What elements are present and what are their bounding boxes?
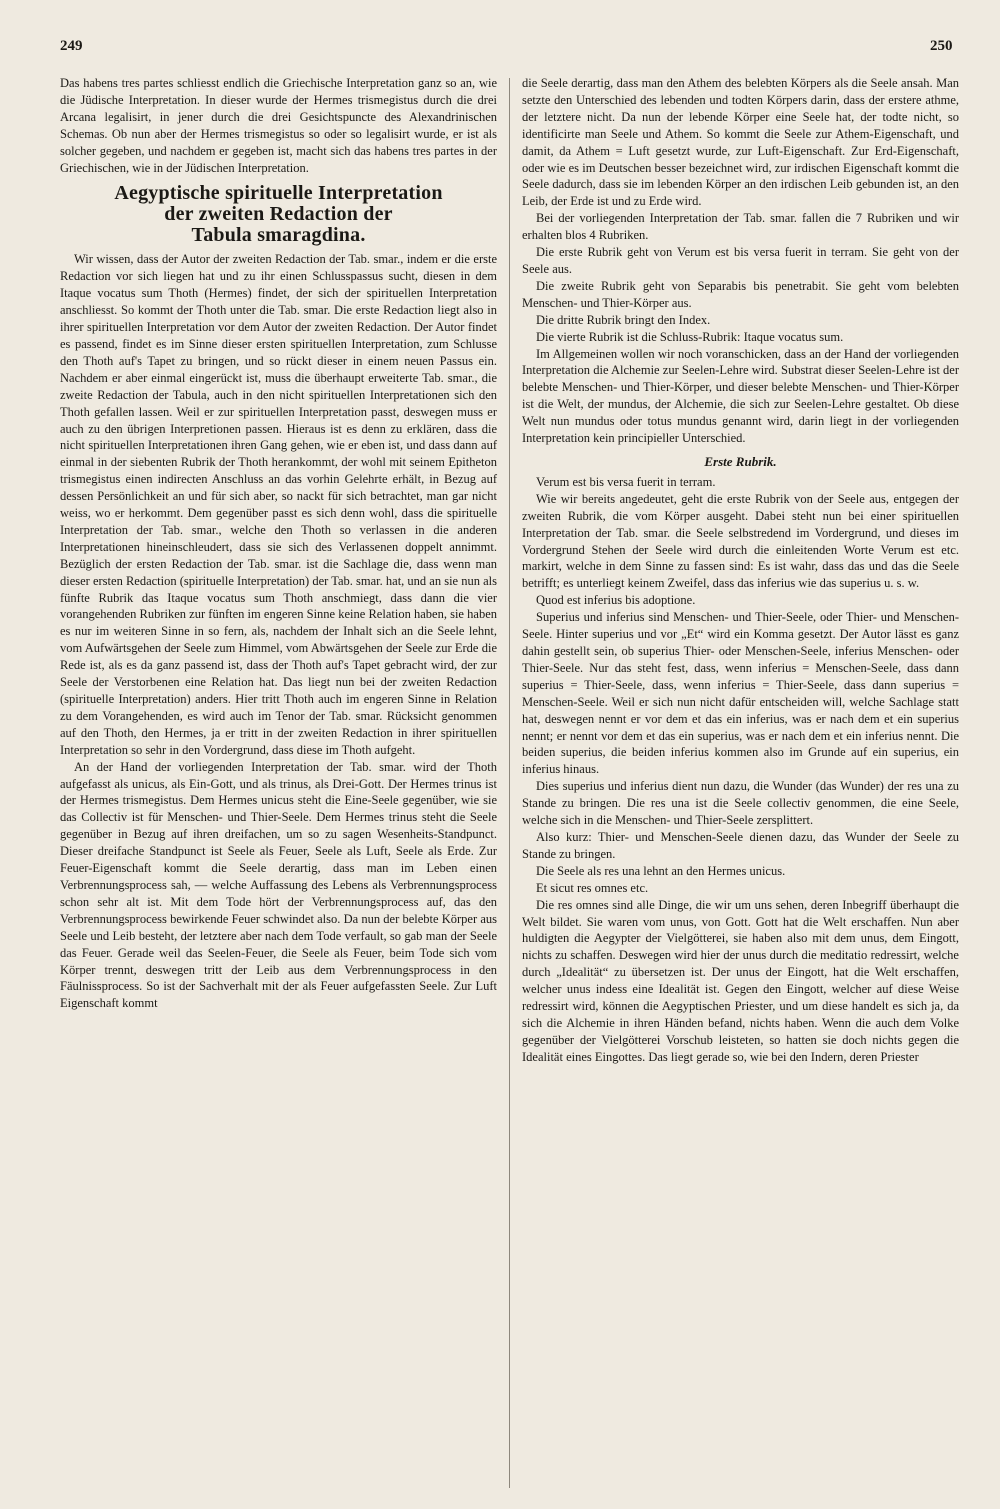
paragraph: Die dritte Rubrik bringt den Index.	[536, 312, 711, 327]
heading-line: der zweiten Redaction der	[164, 203, 393, 226]
heading-line: Aegyptische spirituelle Interpretation	[114, 182, 443, 205]
paragraph: Die zweite Rubrik geht von Separabis bis penetrabit. Sie geht vom belebten Menschen- und Thier-Körper aus.	[522, 278, 959, 310]
paragraph: Superius und inferius sind Menschen- und Thier-Seele, oder Thier- und Menschen-Seele. Hinter superius und vor „Et“ wird ein Komma gesetzt. Der Autor lässt es ganz dahin gestellt sein, ob superius Thier- oder Menschen-Seele, inferius Menschen- oder Thier-Seele. Nur das steht fest, dass, wenn inferius = Menschen-Seele, dass dann superius = Thier-Seele, dass, wenn inferius = Thier-Seele, dass dann superius = Menschen-Seele. Weil er sich nun nicht dafür entscheiden will, welche Sachlage statt hat, deswegen nennt er vor dem et das ein inferius, was er nach dem et ein superius nennt; er nennt vor dem et das ein superius, was er nach dem et ein inferius nennt. Die beiden superius, die beiden inferius kommen also im Grunde auf ein superius, ein inferius hinaus.	[522, 610, 959, 777]
paragraph: Die erste Rubrik geht von Verum est bis versa fuerit in terram. Sie geht von der Seele aus.	[522, 245, 959, 276]
column-divider	[509, 78, 510, 1488]
paragraph: Et sicut res omnes etc.	[536, 880, 649, 895]
left-column	[60, 75, 497, 1012]
paragraph: Wie wir bereits angedeutet, geht die erste Rubrik von der Seele aus, entgegen der zweiten Rubrik, die vom Körper ausgeht. Dabei steht nun bei einer spirituellen Interpretation der Tab. smar. die Seele selbstredend im Vordergrund, und dieses im Vordergrund Stehen der Seele wird durch die einleitenden Worte Verum est etc. markirt, welche in dem Sinne zu fassen sind: Es ist wahr, dass das und das die Seele betrifft; es unterliegt keinem Zweifel, dass das inferius wie das superius u. s. w.	[522, 491, 959, 591]
subsection-heading: Erste Rubrik.	[704, 453, 777, 469]
page-number-left: 249	[60, 38, 83, 54]
paragraph: Im Allgemeinen wollen wir noch voranschicken, dass an der Hand der vorliegenden Interpretation die Alchemie zur Seelen-Lehre wird. Substrat dieser Seelen-Lehre ist der belebte Menschen- und Thier-Körper, und dieser belebte Menschen- und Thier-Körper ist die Welt, der mundus, der Alchemie, die sich zur Seelen-Lehre gestaltet. Ob diese Welt nun mundus oder totus mundus genannt wird, darin liegt in der vorliegenden Interpretation kein principieller Unterschied.	[522, 346, 959, 446]
paragraph: Das habens tres partes schliesst endlich die Griechische Interpretation ganz so an, wie die Jüdische Interpretation. In dieser wurde der Hermes trismegistus durch die drei Arcana legalisirt, in jener durch die drei Gesichtspuncte des Alexandrinischen Schemas. Ob nun aber der Hermes trismegistus so oder so legalisirt wurde, er ist als solcher gegeben, und nachdem er gegeben ist, macht sich das habens tres partes in der Griechischen, wie in der Jüdischen Interpretation.	[60, 76, 497, 175]
paragraph: Die res omnes sind alle Dinge, die wir um uns sehen, deren Inbegriff überhaupt die Welt bildet. Sie waren vom unus, von Gott. Gott hat die Welt erschaffen. Nun aber huldigten die Aegypter der Vielgötterei, sie haben also mit dem unus, dem Eingott, nichts zu schaffen. Deswegen wird hier der unus durch die meditatio redressirt, welche durch „Idealität“ zu übersetzen ist. Der unus der Eingott, hat die Welt erschaffen, welcher unus indess eine Idealität ist. Gegen den Eingott, welcher auf diese Weise redressirt wird, können die Aegyptischen Priester, und um diese handelt es sich ja, da sich die Alchemie in ihren Händen befand, nichts haben. Wenn die auch dem Volke gegenüber der Vielgötterei Vorschub leisteten, so hatten sie doch nichts gegen die Idealität eines Eingottes. Das liegt gerade so, wie bei den Indern, deren Priester	[522, 897, 959, 1064]
paragraph: Verum est bis versa fuerit in terram.	[536, 474, 716, 489]
paragraph: Quod est inferius bis adoptione.	[536, 593, 696, 608]
paragraph: Dies superius und inferius dient nun dazu, die Wunder (das Wunder) der res una zu Stande zu bringen. Die res una ist die Seele collectiv genommen, die eine Seele, welche sich in die Menschen- und Thier-Seele zersplittert.	[522, 779, 959, 828]
paragraph: Wir wissen, dass der Autor der zweiten Redaction der Tab. smar., indem er die erste Redaction vor sich liegen hat und zu ihr einen Schlusspassus sucht, diesen in dem Itaque vocatus sum Thoth (Hermes) findet, der sich der spirituellen Interpretation anschliesst. So kommt der Thoth unter die Tab. smar. Die erste Redaction liegt also in ihrer spirituellen Interpretation vor dem Autor der zweiten Redaction. Der Autor findet es passend, findet es im Sinne dieser ersten spirituellen Interpretation, zum Schlusse den Thoth auf's Tapet zu bringen, und so rückt dieser in einem neuen Passus ein. Nachdem er aber einmal eingerückt ist, muss die überhaupt erweiterte Tab. smar., die zweite Redaction der Tabula, auch in den nicht spirituellen Interpretationen sich den Thoth gefallen lassen. Weil er zur spirituellen Interpretation passt, deswegen muss er auch zu den übrigen Interpretionen passen. Hieraus ist es denn zu erklären, dass die nicht spirituellen Interpretationen ihren Gang gehen, wie er eben ist, und dass dann auf einmal in der siebenten Rubrik der Thoth herankommt, der wohl mit seinem Epitheton trismegistus einen indirecten Anschluss an das vorhin Gelehrte erhält, in Bezug auf dessen Persönlichkeit an und für sich aber, so nackt für sich betrachtet, man gar nicht weiss, wo er herkommt. Dem gegenüber passt es sich denn wohl, dass die spirituelle Interpretation der Tab. smar., welche den Thoth so verlassen in die anderen Interpretationen hineinschleudert, dass sie sich des Verlassenen doppelt annimmt. Bezüglich der ersten Redaction der Tab. smar. ist die Sachlage die, dass wenn man dieser ersten Redaction (spirituelle Interpretation) der Tab. smar. hat, und an sie nun als fünfte Rubrik das Itaque vocatus sum Thoth anschmiegt, dass dann die vier vorangehenden Rubriken zur fünften im engeren Sinne keine Relation haben, sie haben es nur im weiteren Sinne in so fern, als, nachdem der Inhalt sich an die Seele lehnt, vom Aufwärtsgehen der Seele zum Himmel, vom Abwärtsgehen der Seele zur Erde die Rede ist, als es da ganz passend ist, dass der Thoth auf's Tapet gebracht wird, der zur Seele der Verstorbenen eine Relation hat. Das liegt nun bei der zweiten Redaction (spirituelle Interpretation) anders. Hier tritt Thoth auch im engeren Sinne in Relation zu dem Vorangehenden, es wird auch im Tenor der Tab. smar. Rücksicht genommen auf den Thoth, den Hermes, ja er tritt in der zweiten Redaction in ihrer spirituellen Interpretation so sehr in den Vordergrund, dass diese im Thoth aufgeht.	[60, 252, 497, 757]
paragraph: Also kurz: Thier- und Menschen-Seele dienen dazu, das Wunder der Seele zu Stande zu bringen.	[522, 829, 959, 861]
section-heading	[60, 183, 497, 246]
right-column	[522, 75, 959, 1066]
heading-line: Tabula smaragdina.	[191, 224, 366, 247]
paragraph: Bei der vorliegenden Interpretation der Tab. smar. fallen die 7 Rubriken und wir erhalten blos 4 Rubriken.	[522, 211, 959, 243]
page-number-right: 250	[930, 38, 953, 54]
paragraph: die Seele derartig, dass man den Athem des belebten Körpers als die Seele ansah. Man setzte den Unterschied des lebenden und todten Körpers darin, dass der erstere athme, der letztere nicht. Da nun der lebende Körper eine Seele hat, der todte nicht, so identificirte man Seele und Athem. So kommt die Seele zur Athem-Eigenschaft, und damit, da Athem = Luft gesetzt wurde, zur Luft-Eigenschaft. Zur Erd-Eigenschaft, oder wie es im Deutschen besser bezeichnet wird, zur irdischen Eigenschaft kommt die Seele dadurch, dass sie im lebenden Körper an den irdischen Leib gebunden ist, an den Leib, der Erde ist und zu Erde wird.	[522, 76, 959, 209]
paragraph: An der Hand der vorliegenden Interpretation der Tab. smar. wird der Thoth aufgefasst als unicus, als Ein-Gott, und als trinus, als Drei-Gott. Der Hermes trinus ist der Hermes trismegistus. Dem Hermes unicus steht die Eine-Seele gegenüber, wie sie das Collectiv ist für Menschen- und Thier-Seele. Dem Hermes trinus steht die Seele gegenüber in Bezug auf ihren dreifachen, um so zu sagen Wesenheits-Standpunct. Dieser dreifache Standpunct ist Seele als Feuer, Seele als Luft, Seele als Erde. Zur Feuer-Eigenschaft kommt die Seele derartig, dass man im Leben einen Verbrennungsprocess sah, — welche Auffassung des Lebens als Verbrennungsprocess schon sehr alt ist. Mit dem Tode hört der Verbrennungsprocess auf, das den Verbrennungsprocess bewirkende Feuer schwindet also. Da nun der belebte Körper aus Seele und Leib besteht, der letztere aber nach dem Tode verfault, so gab man der Seele das Feuer. Gerade weil das Seelen-Feuer, die Seele als Feuer, beim Tode sich vom Körper trennt, deswegen tritt der Leib aus dem Verbrennungsprocess in den Fäulnissprocess. So ist der Sachverhalt mit der als Feuer aufgefassten Seele. Zur Luft Eigenschaft kommt	[60, 759, 497, 1011]
paragraph: Die vierte Rubrik ist die Schluss-Rubrik: Itaque vocatus sum.	[536, 329, 844, 344]
paragraph: Die Seele als res una lehnt an den Hermes unicus.	[536, 863, 786, 878]
